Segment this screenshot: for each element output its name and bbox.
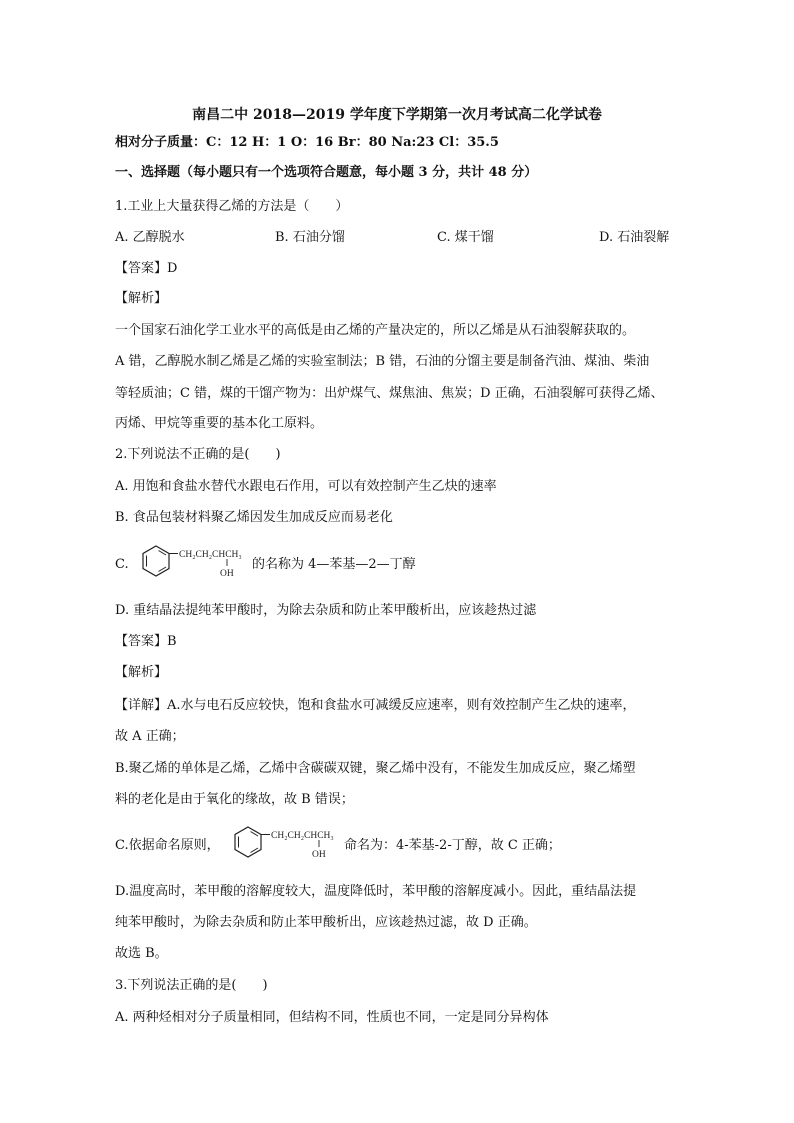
question-1-analysis-line: 一个国家石油化学工业水平的高低是由乙烯的产量决定的，所以乙烯是从石油裂解获取的。 (115, 323, 636, 338)
question-3-option-a: A. 两种烃相对分子质量相同，但结构不同，性质也不同，一定是同分异构体 (115, 1010, 549, 1025)
question-2-detail-b: B.聚乙烯的单体是乙烯，乙烯中含碳碳双键，聚乙烯中没有，不能发生加成反应，聚乙烯塑 (115, 761, 636, 776)
structure-4-phenyl-2-butanol (224, 823, 346, 863)
question-1-analysis-line: 丙烯、甲烷等重要的基本化工原料。 (115, 416, 324, 431)
question-2-option-b: B. 食品包装材料聚乙烯因发生加成反应而易老化 (115, 510, 393, 525)
question-1-option-c: C. 煤干馏 (437, 230, 494, 245)
section-heading: 一、选择题（每小题只有一个选项符合题意，每小题 3 分，共计 48 分） (115, 165, 538, 180)
structure-chain-label: CH₂CH₂CHCH₃ (271, 831, 334, 841)
question-2-detail-d: D.温度高时，苯甲酸的溶解度较大，温度降低时，苯甲酸的溶解度减小。因此，重结晶法提 (115, 884, 637, 899)
question-2-option-c-label: C. (115, 557, 129, 572)
question-2-option-a: A. 用饱和食盐水替代水跟电石作用，可以有效控制产生乙炔的速率 (115, 479, 497, 494)
question-2-stem: 2.下列说法不正确的是( ) (115, 447, 281, 462)
question-2-conclusion: 故选 B。 (115, 946, 168, 961)
question-1-analysis-line: 等轻质油；C 错，煤的干馏产物为：出炉煤气、煤焦油、焦炭；D 正确，石油裂解可获得乙烯、 (115, 386, 664, 401)
question-2-detail-c-prefix: C.依据命名原则， (115, 838, 220, 853)
question-1-analysis-label: 【解析】 (115, 291, 168, 306)
question-1-option-d: D. 石油裂解 (599, 230, 670, 245)
question-1-option-a: A. 乙醇脱水 (115, 230, 185, 245)
question-2-option-d: D. 重结晶法提纯苯甲酸时，为除去杂质和防止苯甲酸析出，应该趁热过滤 (115, 603, 537, 618)
page-title: 南昌二中 2018—2019 学年度下学期第一次月考试高二化学试卷 (192, 107, 602, 123)
question-2-detail-c-suffix: 命名为：4-苯基-2-丁醇，故 C 正确； (344, 838, 561, 853)
structure-chain-label: CH₂CH₂CHCH₃ (179, 550, 242, 560)
question-1-option-b: B. 石油分馏 (275, 230, 345, 245)
question-2-detail-a: 【详解】A.水与电石反应较快，饱和食盐水可减缓反应速率，则有效控制产生乙炔的速率， (115, 698, 636, 713)
structure-4-phenyl-2-butanol (132, 542, 254, 582)
structure-hydroxyl-label: OH (312, 850, 326, 860)
question-2-detail-d-cont: 纯苯甲酸时，为除去杂质和防止苯甲酸析出，应该趁热过滤，故 D 正确。 (115, 915, 537, 930)
structure-hydroxyl-label: OH (220, 569, 234, 579)
question-2-analysis-label: 【解析】 (115, 665, 168, 680)
question-2-option-c-text: 的名称为 4—苯基—2—丁醇 (252, 557, 416, 572)
question-2-answer: 【答案】B (115, 634, 177, 649)
question-1-answer: 【答案】D (115, 261, 178, 276)
question-2-detail-b-cont: 料的老化是由于氧化的缘故，故 B 错误； (115, 792, 354, 807)
question-3-stem: 3.下列说法正确的是( ) (115, 978, 268, 993)
question-2-detail-a-cont: 故 A 正确； (115, 729, 185, 744)
molecular-masses: 相对分子质量：C：12 H：1 O：16 Br：80 Na:23 Cl：35.5 (115, 135, 499, 150)
question-1-analysis-line: A 错，乙醇脱水制乙烯是乙烯的实验室制法；B 错，石油的分馏主要是制备汽油、煤油、柴油 (115, 354, 650, 369)
question-1-stem: 1.工业上大量获得乙烯的方法是（ ） (115, 199, 349, 214)
